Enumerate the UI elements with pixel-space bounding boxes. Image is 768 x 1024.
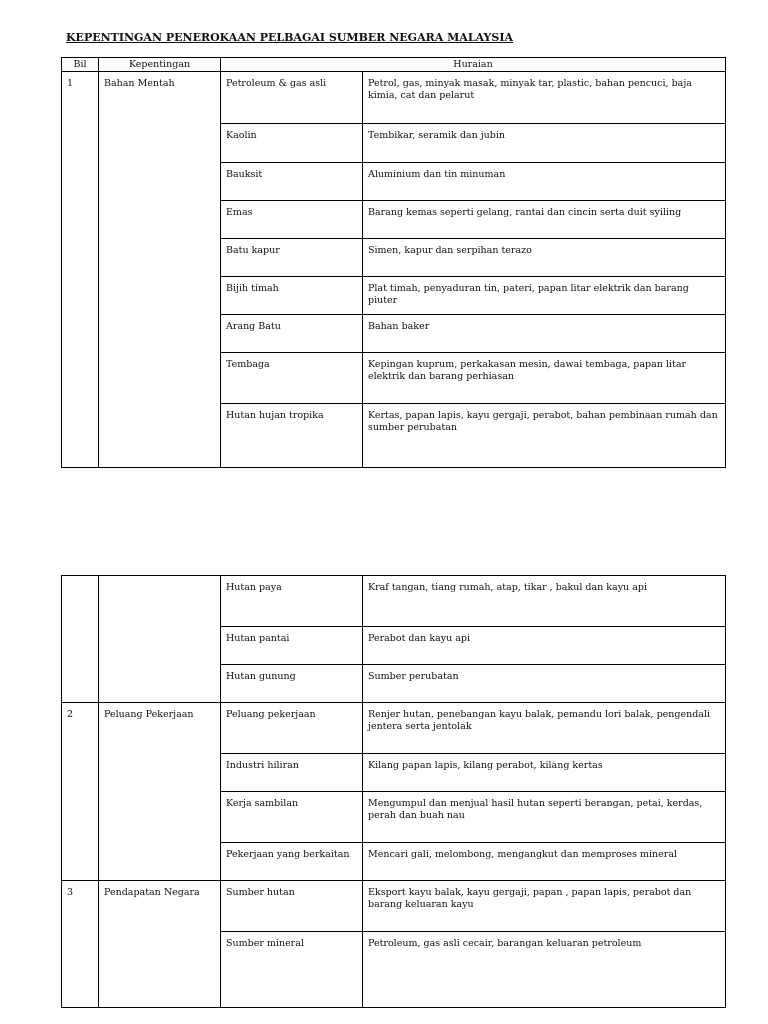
header-bil: Bil — [62, 58, 99, 72]
resource-cell: Petroleum & gas asli — [221, 72, 363, 124]
document-title: KEPENTINGAN PENEROKAAN PELBAGAI SUMBER NEGARA MALAYSIA — [66, 31, 514, 44]
resource-cell: Kerja sambilan — [221, 792, 363, 843]
resource-cell: Hutan paya — [221, 576, 363, 627]
table-row — [62, 703, 726, 754]
bil-cell: 2 — [62, 703, 99, 881]
description-cell: Kraf tangan, tiang rumah, atap, tikar , bakul dan kayu api — [363, 576, 726, 627]
description-cell: Kilang papan lapis, kilang perabot, kilang kertas — [363, 754, 726, 792]
resource-cell: Bijih timah — [221, 277, 363, 315]
resource-cell: Emas — [221, 201, 363, 239]
bil-cell: 1 — [62, 72, 99, 468]
description-cell: Kertas, papan lapis, kayu gergaji, perabot, bahan pembinaan rumah dan sumber perubatan — [363, 404, 726, 468]
resource-cell: Tembaga — [221, 353, 363, 404]
description-cell: Bahan baker — [363, 315, 726, 353]
description-cell: Aluminium dan tin minuman — [363, 163, 726, 201]
resource-cell: Industri hiliran — [221, 754, 363, 792]
resource-cell: Bauksit — [221, 163, 363, 201]
description-cell: Simen, kapur dan serpihan terazo — [363, 239, 726, 277]
description-cell: Mencari gali, melombong, mengangkut dan memproses mineral — [363, 843, 726, 881]
description-cell: Kepingan kuprum, perkakasan mesin, dawai tembaga, papan litar elektrik dan barang perhiasan — [363, 353, 726, 404]
description-cell: Plat timah, penyaduran tin, pateri, papan litar elektrik dan barang piuter — [363, 277, 726, 315]
resource-cell: Hutan hujan tropika — [221, 404, 363, 468]
kepentingan-cell: Pendapatan Negara — [99, 881, 221, 1008]
description-cell: Mengumpul dan menjual hasil hutan seperti berangan, petai, kerdas, perah dan buah nau — [363, 792, 726, 843]
description-cell: Sumber perubatan — [363, 665, 726, 703]
kepentingan-cell: Bahan Mentah — [99, 72, 221, 468]
table-header-row — [62, 58, 726, 72]
description-cell: Petrol, gas, minyak masak, minyak tar, plastic, bahan pencuci, baja kimia, cat dan pelarut — [363, 72, 726, 124]
table-row — [62, 576, 726, 627]
description-cell: Eksport kayu balak, kayu gergaji, papan , papan lapis, perabot dan barang keluaran kayu — [363, 881, 726, 932]
resource-cell: Arang Batu — [221, 315, 363, 353]
resource-cell: Hutan pantai — [221, 627, 363, 665]
resource-cell: Hutan gunung — [221, 665, 363, 703]
description-cell: Renjer hutan, penebangan kayu balak, pemandu lori balak, pengendali jentera serta jentolak — [363, 703, 726, 754]
resource-cell: Kaolin — [221, 124, 363, 163]
table-row — [62, 881, 726, 932]
kepentingan-cell: Peluang Pekerjaan — [99, 703, 221, 881]
header-huraian: Huraian — [221, 58, 726, 72]
resource-cell: Pekerjaan yang berkaitan — [221, 843, 363, 881]
resource-cell: Sumber hutan — [221, 881, 363, 932]
bil-cell — [62, 576, 99, 703]
description-cell: Petroleum, gas asli cecair, barangan keluaran petroleum — [363, 932, 726, 1008]
header-kepentingan: Kepentingan — [99, 58, 221, 72]
resource-cell: Batu kapur — [221, 239, 363, 277]
description-cell: Perabot dan kayu api — [363, 627, 726, 665]
description-cell: Tembikar, seramik dan jubin — [363, 124, 726, 163]
table-row — [62, 72, 726, 124]
resource-cell: Sumber mineral — [221, 932, 363, 1008]
resources-table-part-2 — [61, 575, 726, 1008]
bil-cell: 3 — [62, 881, 99, 1008]
resources-table-part-1 — [61, 57, 726, 468]
resource-cell: Peluang pekerjaan — [221, 703, 363, 754]
description-cell: Barang kemas seperti gelang, rantai dan cincin serta duit syiling — [363, 201, 726, 239]
kepentingan-cell — [99, 576, 221, 703]
